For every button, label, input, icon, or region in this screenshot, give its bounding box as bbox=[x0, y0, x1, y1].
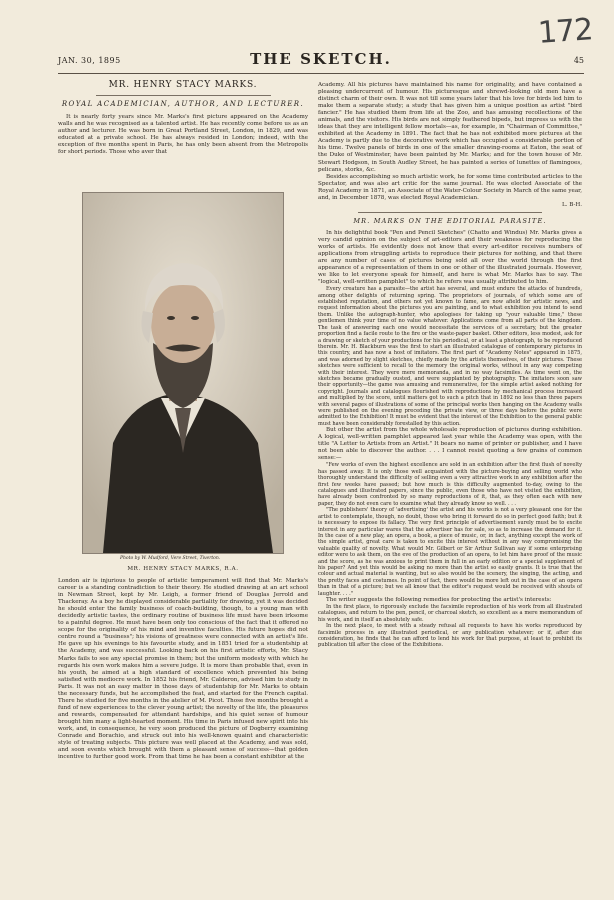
section-title: MR. MARKS ON THE EDITORIAL PARASITE. bbox=[353, 216, 547, 225]
section-rule bbox=[358, 212, 543, 213]
quoted-paragraph: "Few works of even the highest excellence are sold in an exhibition after the first flush of novelty has passed away. It is only those well acquainted with the picture-buying and selling world who thoroughly understand the difficulty of selling even a very attractive work in any exhibition after the first few weeks have passed; but how much is this difficulty augmented to-day, owing to the catalogues and illustrated papers, since the public, even those who have not visited the exhibition, have already been confronted by so many reproductions of it, that, as they often each with new paper, they do not even care to examine what they already know so well. . . . bbox=[318, 462, 582, 507]
body-paragraph: Academy. All his pictures have maintained his name for originality, and have contained a pleasing undercurrent of humour. His picturesque and shrewd-looking old men have a distinct charm of their own. It was not till some years later that his love for birds led him to make them a separate study; a study that has given him a unique position as artist "bird fancier." He has studied them from life at the Zoo, and has amusing recollections of the animals, and the visitors. His birds are not simply feathered bipeds, but impress us with the ideas that they are intelligent fellow mortals—as, for example, in "Chairman of Committee," exhibited at the Academy in 1891. The fact that he has not exhibited more pictures at the Academy is partly due to the decorative work which has occupied a considerable portion of his time. Twelve panels of birds in one of the smaller drawing-rooms at Eaton, the seat of the Duke of Westminster, have been painted by Mr. Marks; and for the town house of Mr. Stewart Hodgson, in South Audley Street, he has painted a series of lunettes of flamingoes, pelicans, storks, &c. bbox=[318, 82, 582, 173]
portrait-credit: Photo by W. Mudford, Vere Street, Tiverton. bbox=[120, 556, 221, 561]
page-number: 45 bbox=[573, 56, 584, 65]
title-rule bbox=[96, 95, 271, 96]
left-column-top bbox=[58, 82, 308, 156]
header-rule bbox=[58, 73, 584, 74]
portrait-caption: MR. HENRY STACY MARKS, R.A. bbox=[127, 566, 239, 572]
issue-date: JAN. 30, 1895 bbox=[58, 56, 121, 65]
page-header bbox=[58, 50, 584, 72]
quoted-paragraph: In the next place, to meet with a steady refusal all requests to have his works reproduced by facsimile process in any illustrated periodical, or any publication whatever; or if, after due consideration, he finds that he can afford to lend his work for that purpose, at least to prohibit its publication till after the close of the Exhibitions. bbox=[318, 623, 582, 649]
portrait-image bbox=[82, 192, 284, 554]
article-subtitle: ROYAL ACADEMICIAN, AUTHOR, AND LECTURER. bbox=[61, 100, 305, 109]
quoted-paragraph: Every creature has a parasite—the artist has several, and must endure the attacks of hundreds, among other delights of returning spring. The proprietors of journals, of which some are of established reputation, and others not yet known to fame, are now afield for artistic news, and request information about the pictures you are painting, and to what exhibition you intend to send them. Unlike the autograph-hunter, who apologises for taking up "your valuable time," these gentlemen think your time of no value whatever. Applications come from all parts of the kingdom. The task of answering each one would necessitate the services of a secretary, but the greater proportion find a facile route to the fire or the waste-paper basket. Other editors, less modest, ask for a drawing or sketch of your productions for his periodical, or at least a photograph, to be reproduced therein. Mr. H. Blackburn was the first to start an illustrated catalogue of contemporary pictures in this country, and has now a host of imitators. The first part of "Academy Notes" appeared in 1875, and was adorned by slight sketches, chiefly made by the artists themselves, of their pictures. These sketches were sufficient to recall to the memory the original works, without in any way competing with their interest. They were mere memoranda, and in no way facsimiles. As time went on, the sketches became gradually ousted, and were supplanted by photography. The imitators soon saw their opportunity—the game was amusing and remunerative, for the simple artist asked nothing for copyright. Journals and catalogues flourished with reproductions by mechanical process increased and multiplied by the score, until matters got to such a pitch that in 1892 no less than three papers with several pages of illustrations of some of the principal works then hanging on the Academy walls were published on the evening preceding the private view, or three days before the public were admitted to the Exhibition! It must be evident that the interest of the Exhibition to the general public must have been considerably forestalled by this action. bbox=[318, 286, 582, 427]
masthead: THE SKETCH. bbox=[250, 50, 392, 68]
body-paragraph: In his delightful book "Pen and Pencil Sketches" (Chatto and Windus) Mr. Marks gives a very candid opinion on the subject of art-editors and their weakness for reproducing the works of artists. He evidently does not know that every art-editor receives numbers of applications from struggling artists to reproduce their pictures for nothing, and that there are any number of cases of pictures being sold all over the world through the first appearance of a representation of them in one or other of the illustrated journals. However, we like to let everyone speak for himself, and here is what Mr. Marks has to say. The "logical, well-written pamphlet" to which he refers was usually attributed to him. bbox=[318, 229, 582, 286]
body-paragraph: The writer suggests the following remedies for protecting the artist's interests: bbox=[326, 596, 552, 603]
body-paragraph: But other the artist from the whole wholesale reproduction of pictures during exhibition. A logical, well-written pamphlet appeared last year while the Academy was open, with the title "A Letter to Artists from an Artist." It bears no name of printer or publisher, and I have not been able to discover the author. . . . I cannot resist quoting a few grains of common sense:— bbox=[318, 427, 582, 462]
quoted-paragraph: "The publishers' theory of 'advertising' the artist and his works is not a very pleasant one for the artist to contemplate, though, no doubt, those who bring it forward do so in perfect good faith; but it is necessary to expose its fallacy. The very first principle of advertisement surely must be to excite interest in any particular wares that the advertiser has for sale, so as to increase the demand for it. In the case of a new play, an opera, a book, a piece of music, or, in fact, anything except the work of the simple artist, great care is taken to excite this interest without in any way compromising the valuable quality of novelty. What would Mr. Gilbert or Sir Arthur Sullivan say if some enterprising editor were to ask them, on the eve of the production of an opera, to let him have proof of the music and the score, as he was anxious to print them in full in an early edition or a special supplement of his paper? And yet this would be asking no more than the artist so easily grants. It is true that the colour and actual material is wanting, but so also would be the scenery, the singing, the acting, and the pretty faces and costumes. In point of fact, there would be more left out in the case of an opera than in that of a picture; but we all know that the editor's request would be received with shouts of laughter. . . ." bbox=[318, 507, 582, 597]
body-paragraph: Besides accomplishing so much artistic work, he for some time contributed articles to the Spectator, and was also art critic for the same journal. He was elected Associate of the Royal Academy in 1871, an Associate of the Water-Colour Society in March of the same year, and, in December 1878, was elected Royal Academician. bbox=[318, 173, 582, 201]
left-column-bottom bbox=[58, 578, 308, 761]
right-column bbox=[318, 82, 582, 649]
handwritten-annotation: 172 bbox=[536, 12, 594, 51]
intro-paragraph: It is nearly forty years since Mr. Marks's first picture appeared on the Academy walls and he was recognised as a talented artist. He has recently come before us as an author and lecturer. He was born in Great Portland Street, London, in 1829, and was educated at a private school. He has always resided in London; indeed, with the exception of five months spent in Paris, he has only been absent from the Metropolis for short periods. Those who aver that bbox=[58, 114, 308, 156]
body-paragraph: London air is injurious to people of artistic temperament will find that Mr. Marks's career is a standing contradiction to their theory. He studied drawing at an art school in Newman Street, kept by Mr. Leigh, a former friend of Douglas Jerrold and Thackeray. As a boy he displayed considerable partiality for drawing, yet it was decided he should enter the family business of coach-building, though, to a young man with decidedly artistic tastes, the ordinary routine of business life must have been irksome to a painful degree. He must have been only too conscious of the fact that it offered no scope for the originality of his mind and inventive faculties. His future hopes did not centre round a "business"; his visions of greatness were connected with an artist's life. He gave up his evenings to his favourite study, and in 1851 tried for a studentship at the Academy, and was successful. Looking back on his first artistic efforts, Mr. Stacy Marks fails to see any special promise in them; but the uniform modesty with which he regards his own work makes him a severe judge. It is more than probable that, even in his youth, he aimed at a high standard of excellence which prevented his being satisfied with mediocre work. In 1852 his friend, Mr. Calderon, advised him to study in Paris. It was not an easy matter in those days of studentship for Mr. Marks to obtain the necessary funds, but he accomplished the feat, and started for the French capital. There he studied for five months in the atelier of M. Picot. Those five months brought a fund of new experiences to the clever young artist; the novelty of the life, the pleasures and rewards, compensated for attendant hardships, and his quiet sense of humour brought him many a light-hearted moment. His time in Paris infused new spirit into his work, and, in consequence, he very soon produced the picture of Dogberry examining Conrade and Borachio, and struck out into his well-known quaint and characteristic style of treating subjects. This picture was well placed at the Academy, and was sold, and soon events which brought with them a pleasant sense of success—that golden incentive to further good work. From that time he has been a constant exhibitor at the bbox=[58, 578, 308, 761]
article-title: MR. HENRY STACY MARKS. bbox=[108, 80, 258, 90]
author-signature: L. B-H. bbox=[561, 201, 582, 208]
portrait-drawing bbox=[83, 193, 283, 553]
quoted-paragraph: In the first place, to rigorously exclude the facsimile reproduction of his work from all illustrated catalogues, and return to the pen, pencil, or charcoal sketch, so excellent as a mere memorandum of his work, and in itself an absolutely safe. bbox=[318, 604, 582, 623]
